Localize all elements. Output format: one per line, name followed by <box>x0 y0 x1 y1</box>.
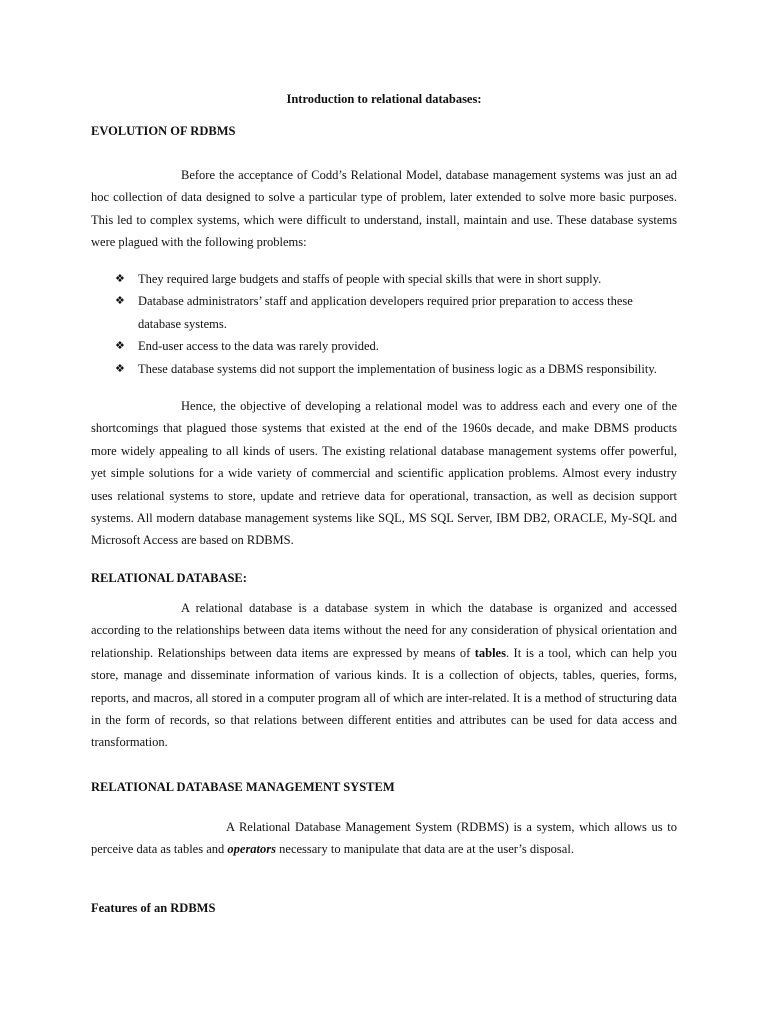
problems-bullet-list <box>115 268 677 380</box>
paragraph-relational-database-bold: tables <box>474 645 506 660</box>
paragraph-rdbms-text-2: necessary to manipulate that data are at the user’s disposal. <box>276 842 574 857</box>
list-item <box>115 335 677 357</box>
section-heading-evolution: EVOLUTION OF RDBMS <box>91 124 236 138</box>
paragraph-relational-database-text-1: A relational database is a database system in which the database is organized and accessed according to the relationships between data items without the need for any consideration of physical orientation and relationship. Relationships between data items are expressed by means of <box>91 601 677 660</box>
list-item <box>115 290 677 335</box>
paragraph-relational-database <box>91 597 677 754</box>
list-item <box>115 268 677 290</box>
paragraph-rdbms <box>91 816 677 861</box>
section-heading-features: Features of an RDBMS <box>91 901 216 915</box>
paragraph-relational-database-text-2: . It is a tool, which can help you store, manage and disseminate information of various kinds. It is a collection of objects, tables, queries, forms, reports, and macros, all stored in a computer program all of which are inter-related. It is a method of structuring data in the form of records, so that relations between different entities and attributes can be used for data access and transformation. <box>91 645 677 750</box>
paragraph-rdbms-text-1: A Relational Database Management System (RDBMS) is a system, which allows us to perceive data as tables and <box>91 820 677 857</box>
paragraph-evolution-intro <box>91 164 677 254</box>
paragraph-rdbms-bold: operators <box>227 842 277 857</box>
paragraph-evolution-objective <box>91 395 677 552</box>
diamond-bullet-icon: ❖ <box>115 272 125 285</box>
diamond-bullet-icon: ❖ <box>115 294 125 308</box>
section-heading-rdbms: RELATIONAL DATABASE MANAGEMENT SYSTEM <box>91 780 395 794</box>
paragraph-evolution-objective-text: Hence, the objective of developing a relational model was to address each and every one of the shortcomings that plagued those systems that existed at the end of the 1960s decade, and make DBMS products more widely appealing to all kinds of users. The existing relational database management systems offer powerful, yet simple solutions for a wide variety of commercial and scientific application problems. Almost every industry uses relational systems to store, update and retrieve data for operational, transaction, as well as decision support systems. All modern database management systems like SQL, MS SQL Server, IBM DB2, ORACLE, My-SQL and Microsoft Access are based on RDBMS. <box>91 399 677 548</box>
document-title: Introduction to relational databases: <box>286 92 482 106</box>
section-heading-relational-database: RELATIONAL DATABASE: <box>91 571 247 585</box>
list-item-text: They required large budgets and staffs of people with special skills that were in short supply. <box>138 272 602 286</box>
diamond-bullet-icon: ❖ <box>115 339 125 353</box>
list-item <box>115 358 677 380</box>
list-item-text: These database systems did not support the implementation of business logic as a DBMS responsibility. <box>138 361 657 376</box>
paragraph-evolution-intro-text: Before the acceptance of Codd’s Relational Model, database management systems was just an ad hoc collection of data designed to solve a particular type of problem, later extended to solve more basic purposes. This led to complex systems, which were difficult to understand, install, maintain and use. These database systems were plagued with the following problems: <box>91 168 677 250</box>
diamond-bullet-icon: ❖ <box>115 361 125 375</box>
list-item-text: End-user access to the data was rarely provided. <box>138 339 379 354</box>
list-item-text: Database administrators’ staff and application developers required prior preparation to access these database systems. <box>138 294 633 331</box>
